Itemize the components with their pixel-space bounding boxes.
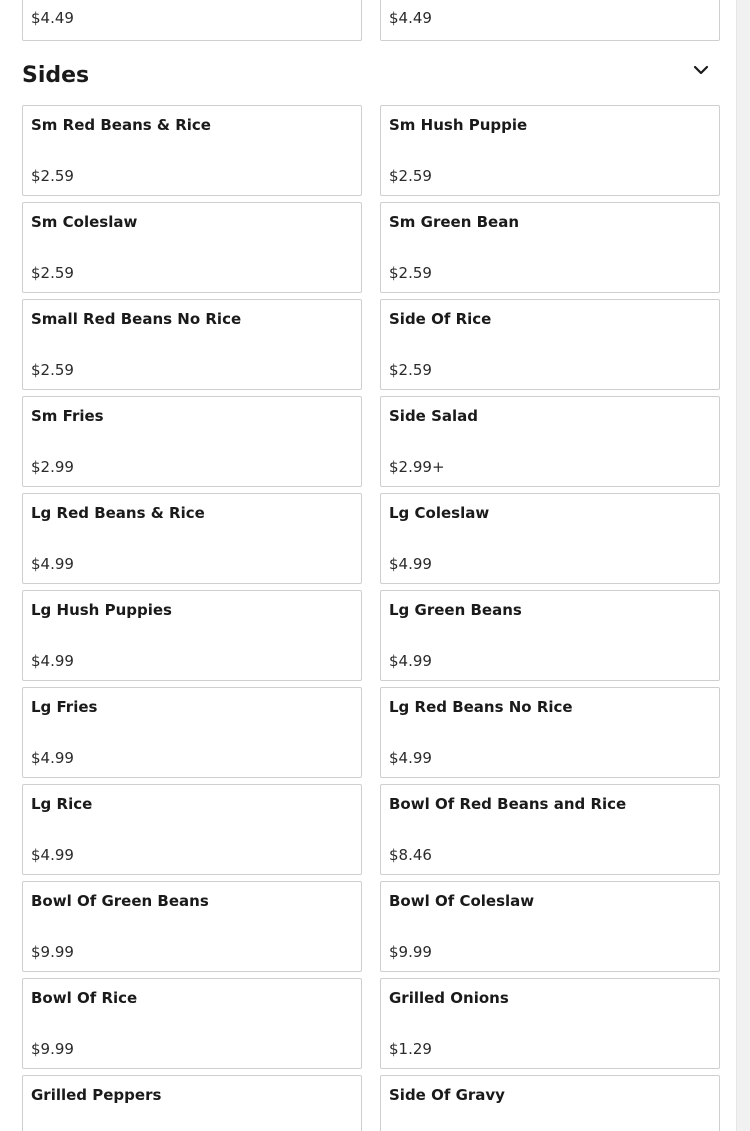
menu-item-card[interactable] <box>22 202 362 293</box>
item-price: $2.59 <box>389 264 432 282</box>
menu-row <box>22 396 720 487</box>
item-price: $2.59 <box>31 264 74 282</box>
item-price: $8.46 <box>389 846 432 864</box>
menu-row <box>22 1075 720 1131</box>
item-name: Sm Red Beans & Rice <box>31 116 211 134</box>
item-name: Bowl Of Coleslaw <box>389 892 535 910</box>
sides-section-header <box>22 40 720 105</box>
item-name: Lg Fries <box>31 698 98 716</box>
item-price: $9.99 <box>31 943 74 961</box>
item-name: Lg Red Beans & Rice <box>31 504 205 522</box>
menu-item-card[interactable] <box>22 493 362 584</box>
item-name: Lg Red Beans No Rice <box>389 698 573 716</box>
item-name: Bowl Of Red Beans and Rice <box>389 795 627 813</box>
menu-item-card[interactable] <box>22 881 362 972</box>
item-price: $4.99 <box>31 555 74 573</box>
menu-item-card[interactable] <box>22 687 362 778</box>
section-collapse-button[interactable] <box>690 59 712 81</box>
item-name: Sm Green Bean <box>389 213 520 231</box>
item-price: $4.49 <box>389 9 432 27</box>
menu-row <box>22 978 720 1069</box>
item-price: $2.59 <box>31 361 74 379</box>
item-name: Sm Fries <box>31 407 104 425</box>
menu-row <box>22 105 720 196</box>
menu-row <box>22 590 720 681</box>
item-name: Sm Hush Puppie <box>389 116 528 134</box>
scrollbar[interactable] <box>736 0 750 1131</box>
menu-row <box>22 881 720 972</box>
item-name: Side Salad <box>389 407 479 425</box>
item-name: Side Of Rice <box>389 310 492 328</box>
item-price: $2.99 <box>31 458 74 476</box>
menu-item-card[interactable] <box>380 784 720 875</box>
menu-item-card[interactable] <box>380 396 720 487</box>
menu-item-card[interactable] <box>380 493 720 584</box>
item-price: $4.99 <box>31 652 74 670</box>
menu-item-card[interactable] <box>380 0 720 41</box>
item-name: Lg Coleslaw <box>389 504 490 522</box>
menu-item-card[interactable] <box>22 1075 362 1131</box>
item-name: Small Red Beans No Rice <box>31 310 242 328</box>
item-name: Lg Hush Puppies <box>31 601 172 619</box>
menu-item-card[interactable] <box>380 1075 720 1131</box>
menu-item-card[interactable] <box>22 299 362 390</box>
item-name: Lg Green Beans <box>389 601 522 619</box>
menu-item-card[interactable] <box>22 0 362 41</box>
item-price: $2.99+ <box>389 458 445 476</box>
item-price: $2.59 <box>389 167 432 185</box>
menu-row <box>22 493 720 584</box>
menu-row <box>22 299 720 390</box>
item-name: Side Of Gravy <box>389 1086 505 1104</box>
item-price: $9.99 <box>31 1040 74 1058</box>
item-price: $2.59 <box>389 361 432 379</box>
item-name: Bowl Of Green Beans <box>31 892 209 910</box>
item-price: $4.99 <box>31 846 74 864</box>
menu-item-card[interactable] <box>380 299 720 390</box>
item-name: Sm Coleslaw <box>31 213 138 231</box>
item-price: $4.99 <box>31 749 74 767</box>
item-price: $4.99 <box>389 555 432 573</box>
item-name: Bowl Of Rice <box>31 989 138 1007</box>
menu-row <box>22 784 720 875</box>
previous-section-row <box>22 0 720 40</box>
menu-item-card[interactable] <box>380 105 720 196</box>
menu-row <box>22 687 720 778</box>
sides-item-grid <box>22 105 720 1131</box>
item-name: Lg Rice <box>31 795 93 813</box>
item-name: Grilled Onions <box>389 989 509 1007</box>
menu-item-card[interactable] <box>22 784 362 875</box>
item-price: $2.59 <box>31 167 74 185</box>
menu-item-card[interactable] <box>22 978 362 1069</box>
menu-item-card[interactable] <box>380 978 720 1069</box>
menu-item-card[interactable] <box>22 590 362 681</box>
chevron-down-icon <box>690 59 712 81</box>
menu-item-card[interactable] <box>380 202 720 293</box>
item-price: $9.99 <box>389 943 432 961</box>
item-price: $4.99 <box>389 652 432 670</box>
item-price: $4.49 <box>31 9 74 27</box>
menu-row <box>22 202 720 293</box>
menu-item-card[interactable] <box>22 105 362 196</box>
menu-content <box>22 0 720 1131</box>
menu-item-card[interactable] <box>380 590 720 681</box>
item-price: $1.29 <box>389 1040 432 1058</box>
menu-item-card[interactable] <box>380 687 720 778</box>
section-title: Sides <box>22 63 90 88</box>
menu-item-card[interactable] <box>380 881 720 972</box>
item-name: Grilled Peppers <box>31 1086 162 1104</box>
menu-item-card[interactable] <box>22 396 362 487</box>
item-price: $4.99 <box>389 749 432 767</box>
